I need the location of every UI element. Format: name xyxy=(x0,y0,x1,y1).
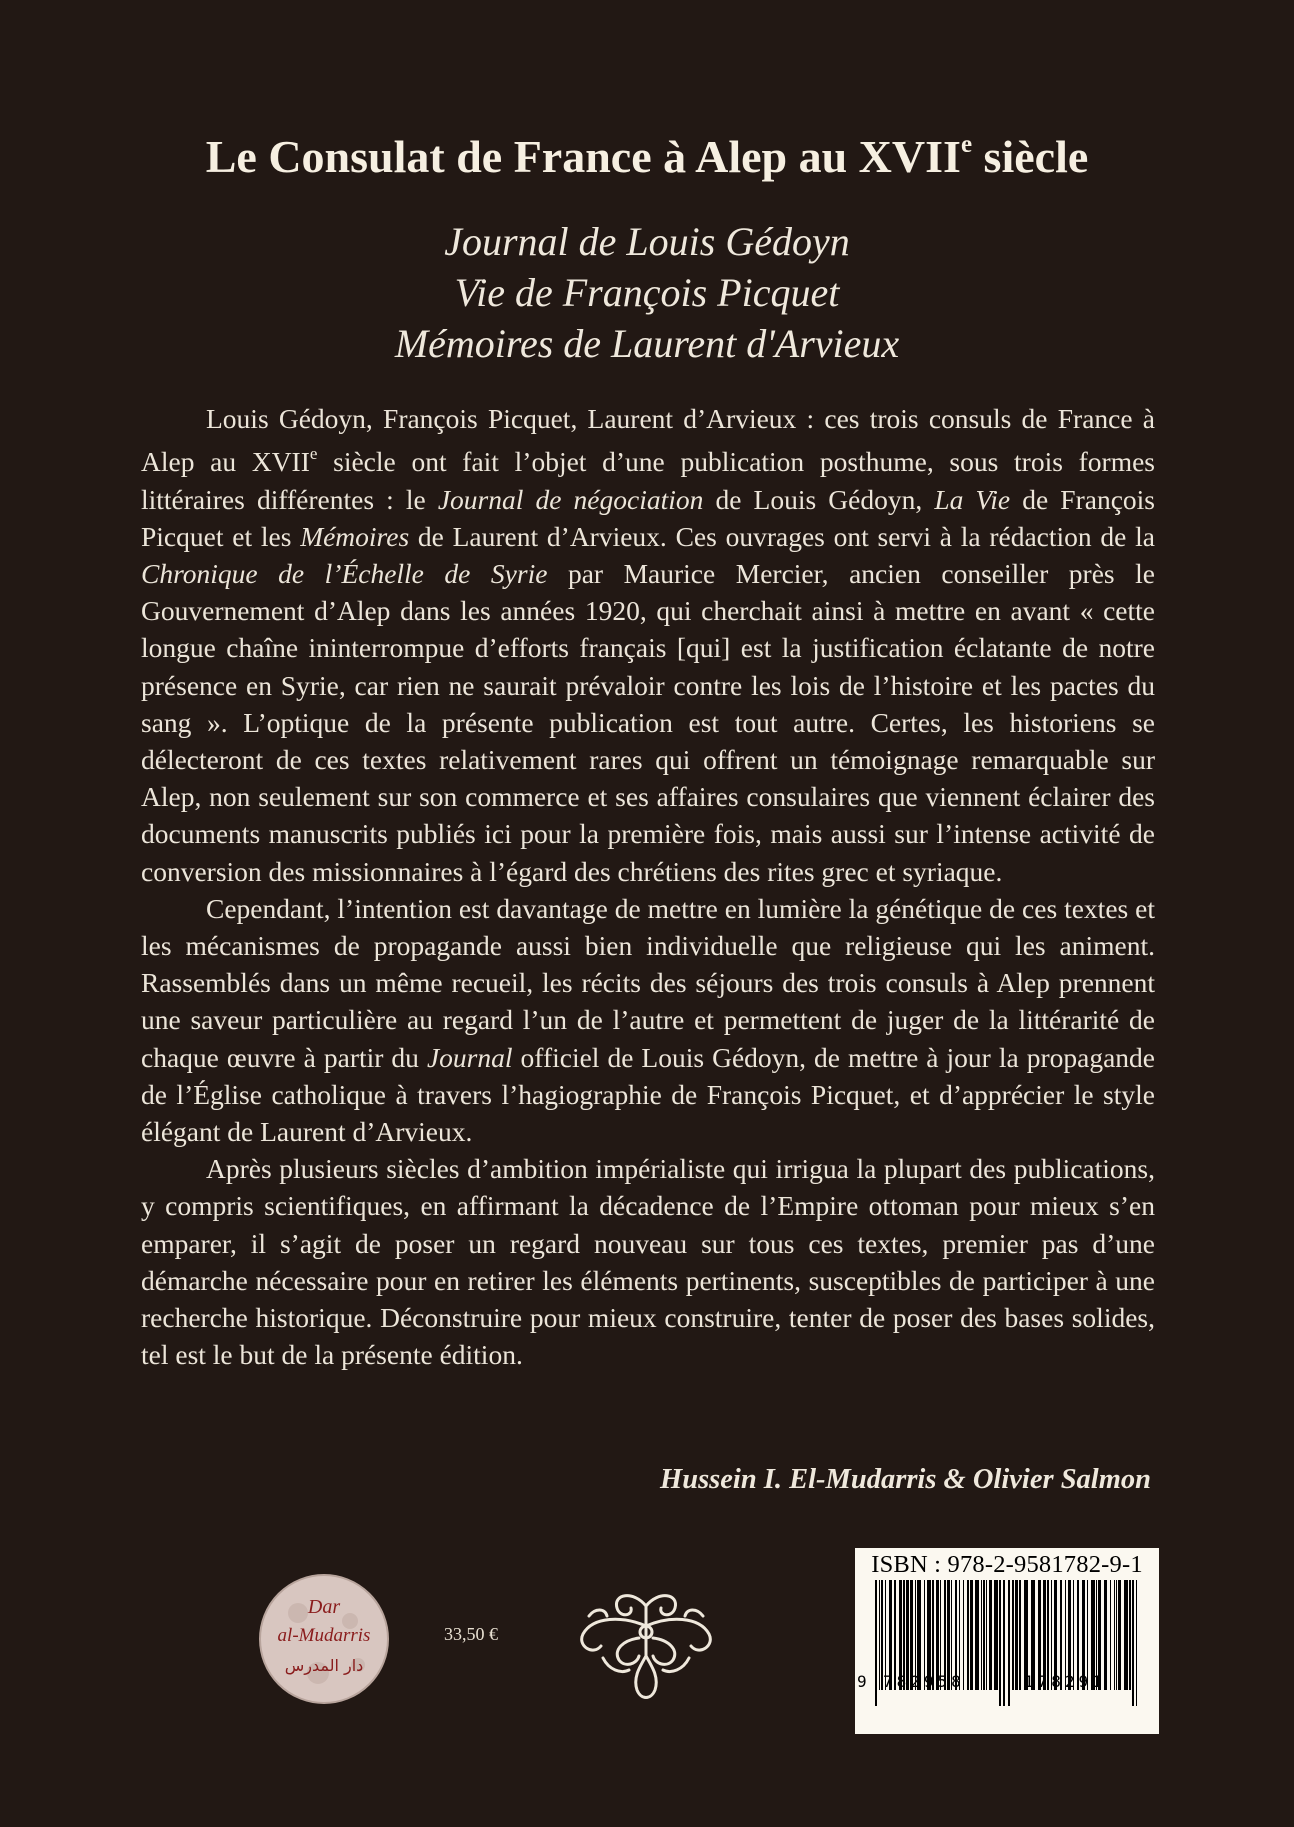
isbn-first-digit: 9 xyxy=(857,1672,871,1691)
barcode-bar xyxy=(1124,1580,1128,1690)
publisher-logo xyxy=(258,1573,390,1705)
isbn-barcode-box xyxy=(855,1548,1159,1734)
blurb-text xyxy=(141,400,1155,1373)
barcode-bar xyxy=(879,1580,880,1690)
barcode-bar xyxy=(981,1580,982,1690)
barcode-bar xyxy=(1008,1580,1010,1706)
barcode-bar xyxy=(1003,1580,1005,1706)
barcode-bar xyxy=(1019,1580,1021,1690)
barcode-bar xyxy=(999,1580,1001,1706)
svg-text:Dar: Dar xyxy=(307,1596,341,1618)
isbn-right-digits: 178291 xyxy=(1024,1672,1106,1691)
barcode-bar xyxy=(967,1580,969,1690)
barcode-bar xyxy=(1114,1580,1115,1690)
barcode-bar xyxy=(1015,1580,1018,1690)
paragraph-2: Cependant, l’intention est davantage de mettre en lumière la génétique de ces textes et les mécanismes de propagande aussi bien individuelle que religieuse qui les animent. Rassemblés dans un même recueil, les récits des séjours des trois consuls à Alep prennent une saveur particulière au regard l’un de l’autre et permettent de juger de la littérarité de chaque œuvre à partir du Journal officiel de Louis Gédoyn, de mettre à jour la propagande de l’Église catholique à travers l’hagiographie de François Picquet, et d’apprécier le style élégant de Laurent d’Arvieux. xyxy=(141,892,1155,1148)
subtitle-journal: Journal de Louis Gédoyn xyxy=(444,219,850,264)
isbn-left-digits: 782958 xyxy=(883,1672,965,1691)
price: 33,50 € xyxy=(444,1624,498,1644)
barcode-bar xyxy=(1132,1580,1134,1706)
ornament-icon xyxy=(573,1586,719,1704)
subtitle-vie: Vie de François Picquet xyxy=(454,270,840,315)
barcode-bar xyxy=(1116,1580,1117,1690)
barcode xyxy=(855,1578,1159,1734)
barcode-bar xyxy=(994,1580,998,1690)
barcode-bar xyxy=(989,1580,992,1690)
svg-text:al-Mudarris: al-Mudarris xyxy=(277,1625,371,1646)
barcode-bar xyxy=(986,1580,987,1690)
svg-text:دار المدرس: دار المدرس xyxy=(284,1656,364,1675)
barcode-bar xyxy=(983,1580,985,1690)
barcode-bar xyxy=(1129,1580,1131,1690)
barcode-bar xyxy=(975,1580,979,1690)
paragraph-1: Louis Gédoyn, François Picquet, Laurent d’Arvieux : ces trois consuls de France à Alep au XVIIe siècle ont fait l’objet d’une publication posthume, sous trois formes littéraires différentes : le Journal de négociation de Louis Gédoyn, La Vie de François Picquet et les Mémoires de Laurent d’Arvieux. Ces ouvrages ont servi à la rédaction de la Chronique de l’Échelle de Syrie par Maurice Mercier, ancien conseiller près le Gouvernement d’Alep dans les années 1920, qui cherchait ainsi à mettre en avant « cette longue chaîne ininterrompue d’efforts français [qui] est la justification éclatante de notre présence en Syrie, car rien ne saurait prévaloir contre les lois de l’histoire et les pactes du sang ». L’optique de la présente publication est tout autre. Certes, les historiens se délecteront de ces textes relativement rares qui offrent un témoignage remarquable sur Alep, non seulement sur son commerce et ses affaires consulaires que viennent éclairer des documents manuscrits publiés ici pour la première fois, mais aussi sur l’intense activité de conversion des missionnaires à l’égard des chrétiens des rites grec et syriaque. xyxy=(141,403,1155,887)
barcode-bar xyxy=(1118,1580,1121,1690)
authors-signature: Hussein I. El-Mudarris & Olivier Salmon xyxy=(660,1464,1151,1495)
book-title: Le Consulat de France à Alep au XVIIe siècle xyxy=(205,130,1089,182)
barcode-bar xyxy=(1110,1580,1111,1690)
barcode-bar xyxy=(1136,1580,1137,1706)
isbn-label: ISBN : 978-2-9581782-9-1 xyxy=(871,1551,1143,1578)
subtitles xyxy=(0,216,1294,369)
barcode-bar xyxy=(1012,1580,1014,1690)
subtitle-memoires: Mémoires de Laurent d'Arvieux xyxy=(394,321,900,366)
barcode-bar xyxy=(875,1580,877,1706)
barcode-bar xyxy=(970,1580,973,1690)
paragraph-3: Après plusieurs siècles d’ambition impérialiste qui irrigua la plupart des publications, y compris scientifiques, en affirmant la décadence de l’Empire ottoman pour mieux s’en emparer, il s’agit de poser un regard nouveau sur tous ces textes, premier pas d’une démarche nécessaire pour en retirer les éléments pertinents, susceptibles de participer à une recherche historique. Déconstruire pour mieux construire, tenter de poser des bases solides, tel est le but de la présente édition. xyxy=(141,1153,1155,1371)
